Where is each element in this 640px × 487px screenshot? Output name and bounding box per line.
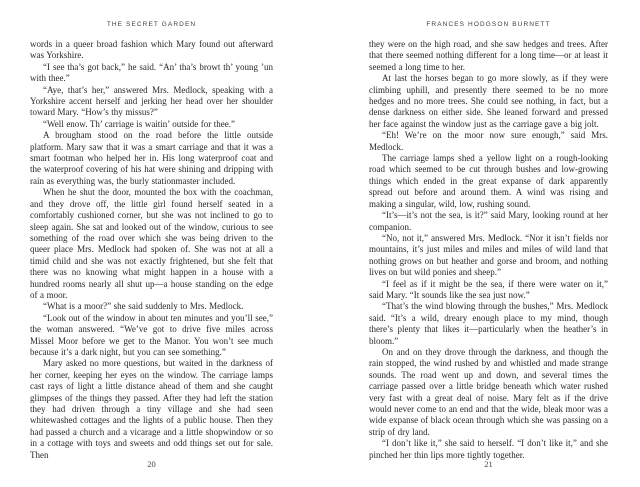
paragraph: A brougham stood on the road before the little outside platform. Mary saw that it was a smart carriage and that it was a smart footman who helped her in. His long waterproof coat and the waterproof covering of his hat were shining and dripping with rain as everything was, the burly stationmaster included. (30, 130, 273, 186)
paragraph: “Eh! We’re on the moor now sure enough,” said Mrs. Medlock. (369, 130, 608, 152)
paragraph: they were on the high road, and she saw hedges and trees. After that there seemed nothing different for a long time—or at least it seemed a long time to her. (369, 39, 608, 72)
right-running-header: FRANCES HODGSON BURNETT (426, 21, 551, 28)
right-page-number: 21 (484, 459, 493, 469)
paragraph: “That’s the wind blowing through the bushes,” Mrs. Medlock said. “It’s a wild, dreary enough place to my mind, though there’s plenty that likes it—particularly when the heather’s in bloom.” (369, 301, 608, 346)
paragraph: At last the horses began to go more slowly, as if they were climbing uphill, and presently there seemed to be no more hedges and no more trees. She could see nothing, in fact, but a dense darkness on either side. She leaned forward and pressed her face against the window just as the carriage gave a big jolt. (369, 73, 608, 129)
right-page-body (369, 39, 608, 461)
left-page (30, 0, 273, 487)
paragraph: The carriage lamps shed a yellow light on a rough-looking road which seemed to be cut through bushes and low-growing things which ended in the great expanse of dark apparently spread out before and around them. A wind was rising and making a singular, wild, low, rushing sound. (369, 153, 608, 209)
paragraph: “I feel as if it might be the sea, if there were water on it,” said Mary. “It sounds like the sea just now.” (369, 278, 608, 300)
paragraph: words in a queer broad fashion which Mary found out afterward was Yorkshire. (30, 39, 273, 61)
paragraph: Mary asked no more questions, but waited in the darkness of her corner, keeping her eyes on the window. The carriage lamps cast rays of light a little distance ahead of them and she caught glimpses of the things they passed. After they had left the station they had driven through a tiny village and she had seen whitewashed cottages and the lights of a public house. Then they had passed a church and a vicarage and a little shopwindow or so in a cottage with toys and sweets and odd things set out for sale. Then (30, 358, 273, 460)
paragraph: “I see tha’s got back,” he said. “An’ tha’s browt th’ young ’un with thee.” (30, 61, 273, 84)
left-page-number: 20 (147, 459, 156, 469)
paragraph: “Aye, that’s her,” answered Mrs. Medlock, speaking with a Yorkshire accent herself and jerking her head over her shoulder toward Mary. “How’s thy missus?” (30, 84, 273, 118)
paragraph: “What is a moor?” she said suddenly to Mrs. Medlock. (43, 301, 244, 312)
paragraph: “I don’t like it,” she said to herself. “I don’t like it,” and she pinched her thin lips more tightly together. (369, 438, 608, 460)
left-page-body (30, 39, 273, 461)
paragraph: “Well enow. Th’ carriage is waitin’ outside for thee.” (43, 118, 236, 129)
left-running-header: THE SECRET GARDEN (106, 21, 197, 28)
paragraph: When he shut the door, mounted the box with the coachman, and they drove off, the little girl found herself seated in a comfortably cushioned corner, but she was not inclined to go to sleep again. She sat and looked out of the window, curious to see something of the road over which she was being driven to the queer place Mrs. Medlock had spoken of. She was not at all a timid child and she was not exactly frightened, but she felt that there was no knowing what might happen in a house with a hundred rooms nearly all shut up—a house standing on the edge of a moor. (30, 187, 273, 300)
paragraph: “No, not it,” answered Mrs. Medlock. “Nor it isn’t fields nor mountains, it’s just miles and miles and miles of wild land that nothing grows on but heather and gorse and broom, and nothing lives on but wild ponies and sheep.” (369, 232, 608, 278)
paragraph: On and on they drove through the darkness, and though the rain stopped, the wind rushed by and whistled and made strange sounds. The road went up and down, and several times the carriage passed over a little bridge beneath which water rushed very fast with a great deal of noise. Mary felt as if the drive would never come to an end and that the wide, bleak moor was a wide expanse of black ocean through which she was passing on a strip of dry land. (369, 346, 608, 437)
right-page (369, 0, 608, 487)
paragraph: “It’s—it’s not the sea, is it?” said Mary, looking round at her companion. (369, 210, 608, 232)
paragraph: “Look out of the window in about ten minutes and you’ll see,” the woman answered. “We’ve got to drive five miles across Missel Moor before we get to the Manor. You won’t see much because it’s a dark night, but you can see something.” (30, 312, 273, 357)
